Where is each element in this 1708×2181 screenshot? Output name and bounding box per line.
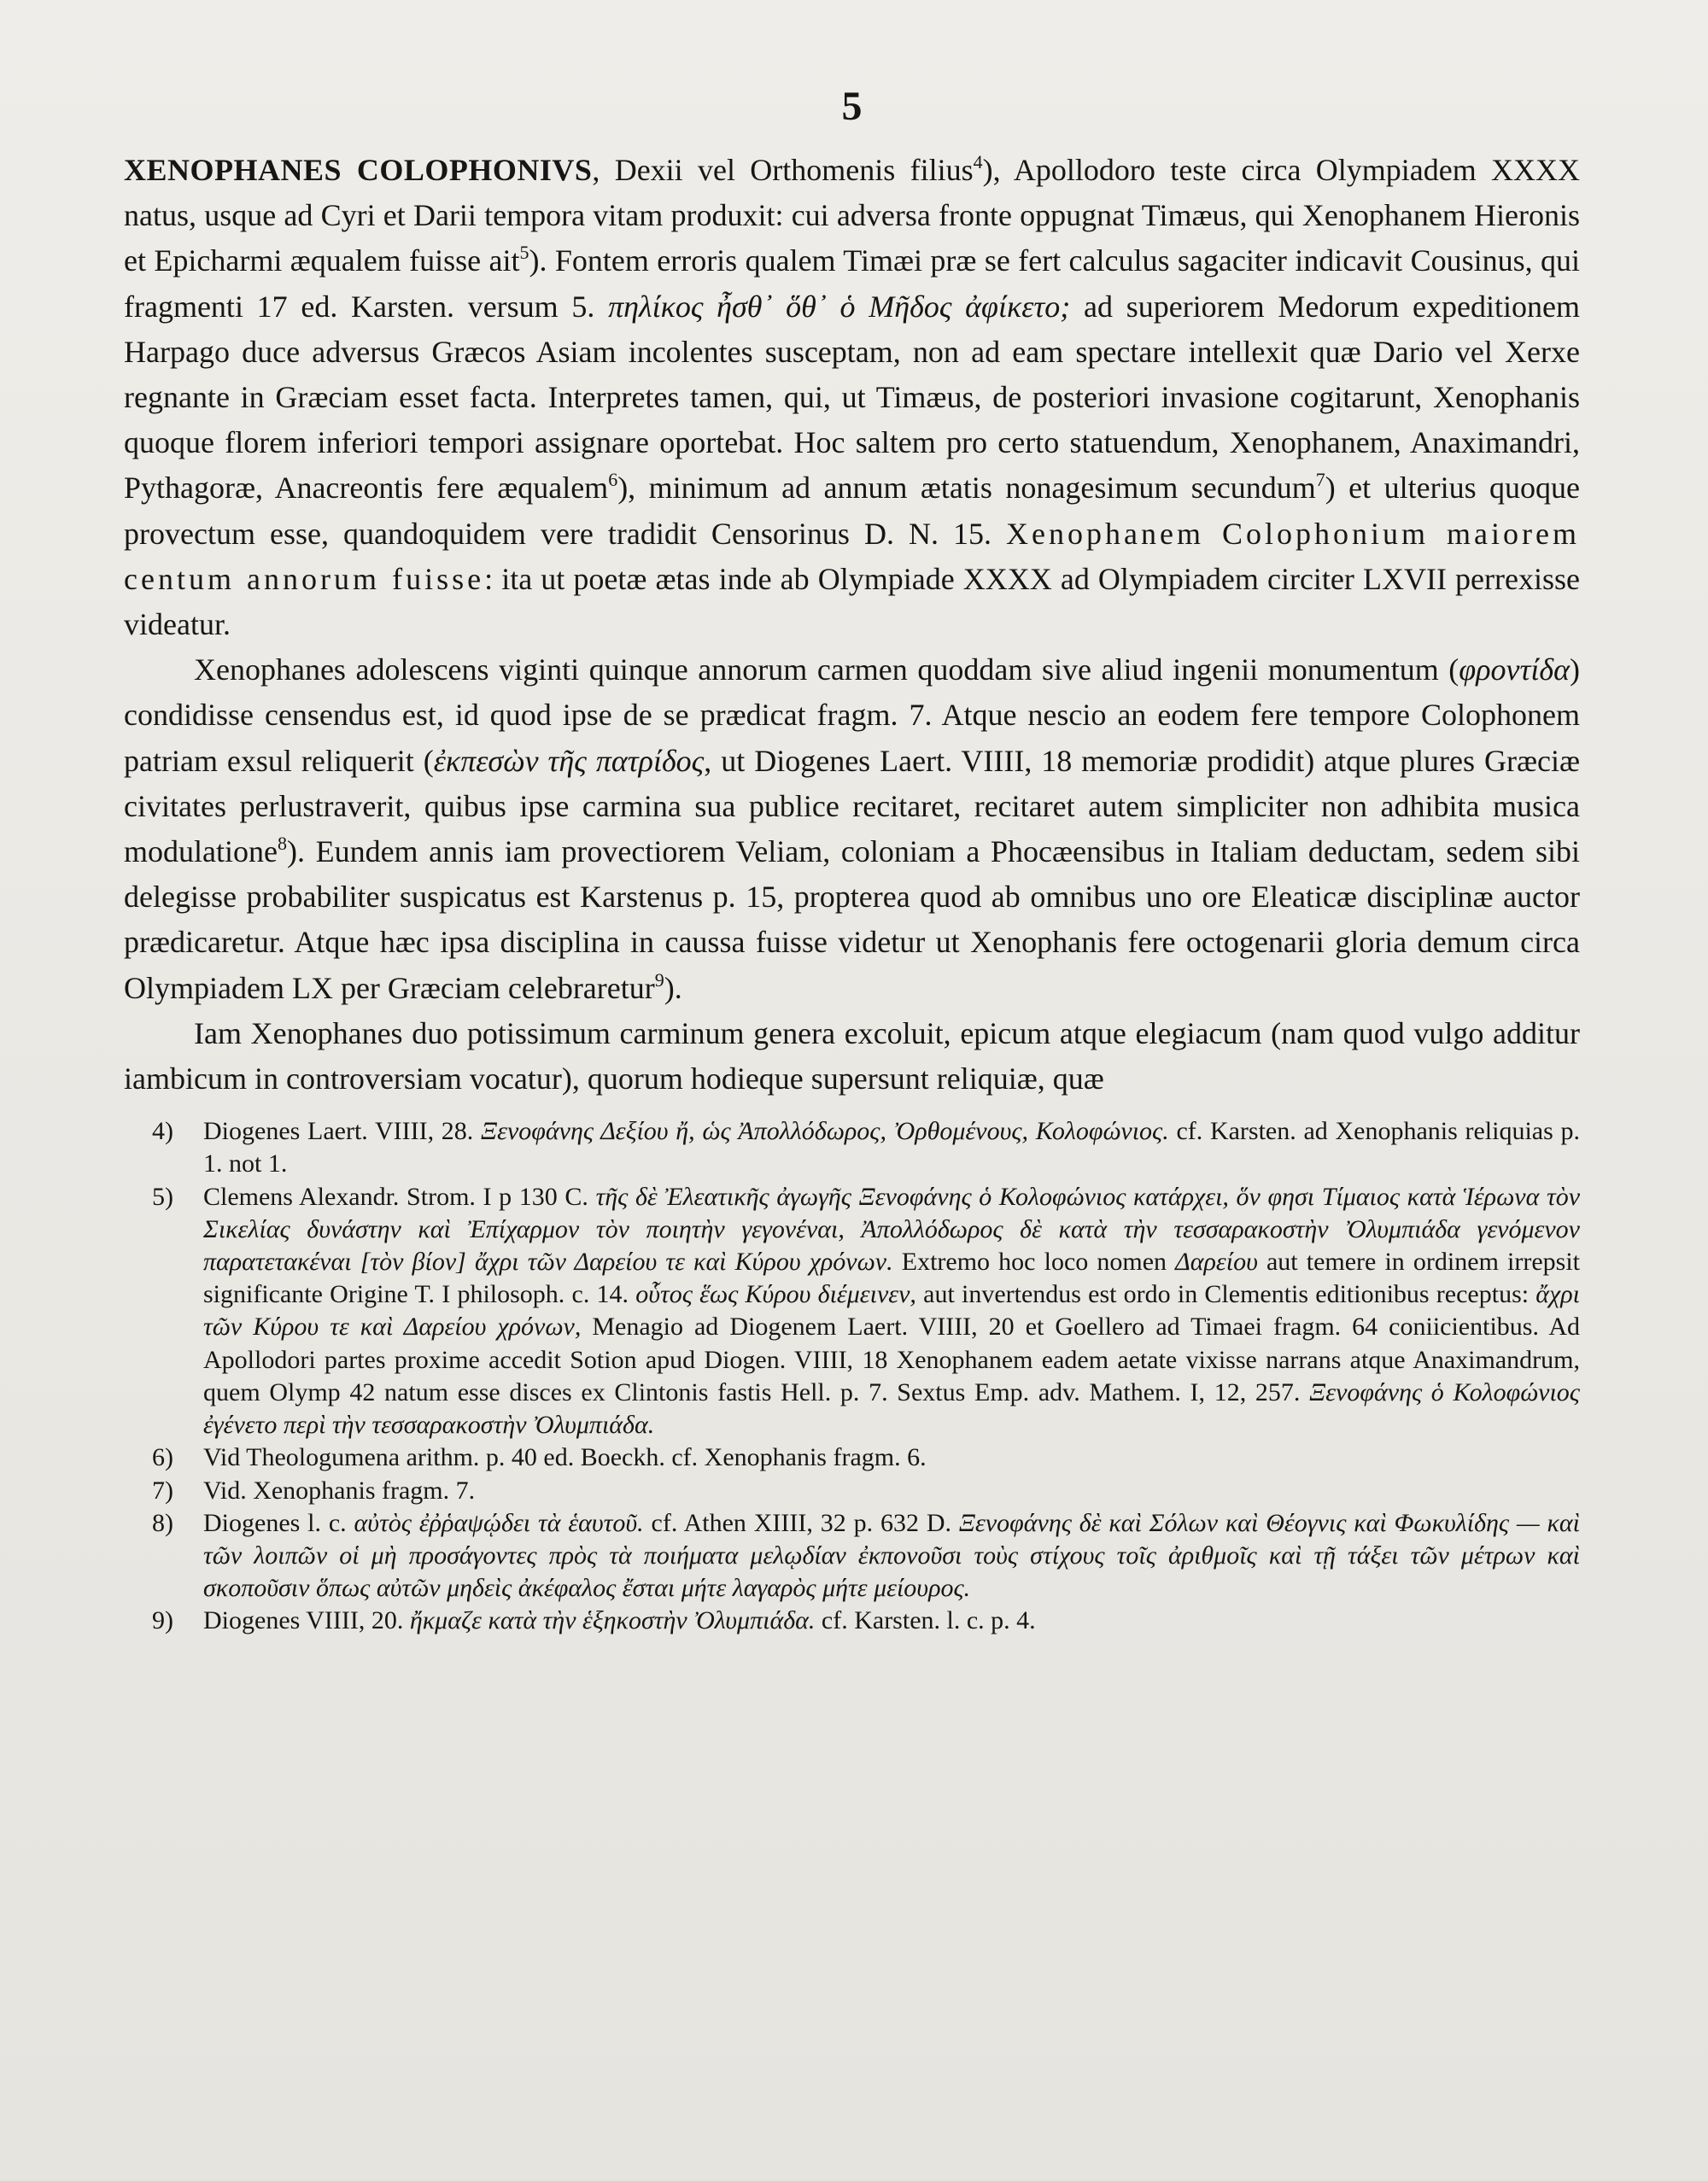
text-run: ), minimum ad annum ætatis nonagesimum secundum (617, 471, 1316, 506)
footnote (124, 1605, 1580, 1637)
greek-quotation: τῆς δὲ Ἐλεατικῆς ἀγωγῆς Ξενοφάνης ὁ Κολοφώνιος κατάρχει, ὅν φησι Τίμαιος κατὰ Ἱέρωνα τὸν Σικελίας δυνάστην καὶ Ἐπίχαρμον τὸν ποιητὴν γεγονέναι, Ἀπολλόδωρος δὲ κατὰ τὴν τεσσαρακοστὴν Ὀλυμπιάδα γενόμενον παρατετακέναι [τὸν βίον] ἄχρι τῶν Δαρείου τε καὶ Κύρου χρόνων. (203, 1182, 1581, 1277)
footnote-marker: 6) (152, 1443, 173, 1472)
footnote-reference: 5 (519, 242, 529, 264)
footnote (124, 1441, 1580, 1474)
greek-quotation: φροντίδα (1459, 652, 1570, 687)
greek-quotation: Ξενοφάνης δὲ καὶ Σόλων καὶ Θέογνις καὶ Φωκυλίδης — καὶ τῶν λοιπῶν οἱ μὴ προσάγοντες πρὸς τὰ ποιήματα μελῳδίαν ἐκπονοῦσι τοὺς στίχους τοῖς ἀριθμοῖς καὶ τῇ τάξει τῶν μέτρων καὶ σκοποῦσιν ὅπως αὐτῶν μηδεὶς ἀκέφαλος ἔσται μήτε λαγαρὸς μήτε μείουρος. (203, 1508, 1580, 1603)
text-run: Iam Xenophanes duo potissimum carminum genera excoluit, epicum atque elegiacum (nam quod vulgo additur iambicum in controversiam vocatur), quorum hodieque supersunt reliquiæ, quæ (124, 1015, 1580, 1096)
footnote-marker: 4) (152, 1117, 173, 1146)
footnote (124, 1115, 1580, 1180)
paragraph-2 (124, 647, 1580, 1011)
paragraph-3 (124, 1011, 1580, 1102)
paragraph-1 (124, 148, 1580, 647)
greek-quotation: ἐκπεσὼν τῆς πατρίδος (433, 743, 705, 778)
text-run: ). Fontem erroris qualem Timæi præ se fert calculus sagaciter indicavit Cousinus, qui fragmenti 17 ed. Karsten. versum 5. (124, 243, 1580, 324)
footnote-marker: 8) (152, 1508, 173, 1537)
text-run: Clemens Alexandr. Strom. I p 130 C. (203, 1182, 596, 1211)
text-run: ), Apollodoro teste circa Olympiadem XXXX natus, usque ad Cyri et Darii tempora vitam produxit: cui adversa fronte oppugnat Timæus, qui Xenophanem Hieronis et Epicharmi æqualem fuisse ait (124, 153, 1580, 278)
footnote-marker: 5) (152, 1182, 173, 1211)
text-run: aut invertendus est ordo in Clementis editionibus receptus: (915, 1280, 1536, 1309)
footnotes (124, 1115, 1580, 1637)
text-run: ) et ulterius quoque provectum esse, quandoquidem vere tradidit Censorinus D. N. 15. (124, 471, 1581, 551)
greek-quotation: Ξενοφάνης Δεξίου ἤ, ὡς Ἀπολλόδωρος, Ὀρθομένους, Κολοφώνιος. (481, 1117, 1169, 1146)
spaced-quotation: Xenophanem Colophonium maiorem centum annorum fuisse (124, 516, 1581, 596)
footnote (124, 1475, 1580, 1507)
footnote-reference: 8 (277, 833, 287, 855)
greek-quotation: πηλίκος ἦσθ᾽ ὅθ᾽ ὁ Μῆδος ἀφίκετο; (608, 289, 1071, 324)
text-run: ). (664, 970, 682, 1005)
footnote (124, 1181, 1580, 1442)
text-run: Xenophanes adolescens viginti quinque annorum carmen quoddam sive aliud ingenii monumentum ( (194, 652, 1459, 687)
text-run: Diogenes Laert. VIIII, 28. (203, 1117, 481, 1146)
footnote-reference: 9 (654, 968, 664, 991)
text-run: ad superiorem Medorum expeditionem Harpago duce adversus Græcos Asiam incolentes susceptam, non ad eam spectare intellexit quæ Dario vel Xerxe regnante in Græciam esset facta. Interpretes tamen, qui, ut Timæus, de posteriori invasione cogitarunt, Xenophanis quoque florem inferiori tempori assignare oportebat. Hoc saltem pro certo statuendum, Xenophanem, Anaximandri, Pythagoræ, Anacreontis fere æqualem (124, 289, 1580, 506)
text-run: Extremo hoc loco nomen (892, 1248, 1176, 1277)
text-run: Vid Theologumena arithm. p. 40 ed. Boeckh. cf. Xenophanis fragm. 6. (203, 1443, 927, 1472)
text-run: : ita ut poetæ ætas inde ab Olympiade XXXX ad Olympiadem circiter LXVII perrexisse videatur. (124, 561, 1580, 642)
text-run: cf. Karsten. l. c. p. 4. (815, 1606, 1036, 1635)
author-heading: XENOPHANES COLOPHONIVS (124, 153, 593, 187)
page-number: 5 (841, 84, 863, 129)
text-run: Vid. Xenophanis fragm. 7. (203, 1476, 476, 1505)
footnote-reference: 4 (973, 151, 983, 172)
greek-quotation: ἄχρι τῶν Κύρου τε καὶ Δαρείου χρόνων, (203, 1280, 1580, 1342)
greek-quotation: ἤκμαζε κατὰ τὴν ἑξηκοστὴν Ὀλυμπιάδα. (409, 1606, 816, 1635)
text-run: , ut Diogenes Laert. VIIII, 18 memoriæ prodidit) atque plures Græciæ civitates perlustraverit, quibus ipse carmina sua publice recitaret, recitaret autem simpliciter non adhibita musica modulatione (124, 743, 1580, 869)
text-run: Diogenes VIIII, 20. (203, 1606, 410, 1635)
main-text (124, 148, 1580, 1102)
text-run: aut temere in ordinem irrepsit significante Origine T. I philosoph. c. 14. (203, 1248, 1580, 1309)
text-run: Menagio ad Diogenem Laert. VIIII, 20 et Goellero ad Timaei fragm. 64 coniicientibus. Ad Apollodori partes proxime accedit Sotion apud Diogen. VIIII, 18 Xenophanem eadem aetate vixisse narrans atque Anaximandrum, quem Olymp 42 natum esse disces ex Clintonis fastis Hell. p. 7. Sextus Emp. adv. Mathem. I, 12, 257. (203, 1313, 1580, 1406)
greek-quotation: Ξενοφάνης ὁ Κολοφώνιος ἐγένετο περὶ τὴν τεσσαρακοστὴν Ὀλυμπιάδα. (203, 1377, 1580, 1440)
text-run: cf. Athen XIIII, 32 p. 632 D. (643, 1508, 959, 1537)
text-run: cf. Karsten. ad Xenophanis reliquias p. 1. not 1. (203, 1117, 1580, 1178)
footnote-reference: 7 (1315, 469, 1325, 491)
greek-quotation: Δαρείου (1175, 1248, 1258, 1277)
greek-quotation: αὐτὸς ἐῤῥαψῴδει τὰ ἑαυτοῦ. (354, 1508, 644, 1537)
text-run: ). Eundem annis iam provectiorem Veliam, coloniam a Phocæensibus in Italiam deductam, sedem sibi delegisse probabiliter suspicatus est Karstenus p. 15, propterea quod ab omnibus uno ore Eleaticæ disciplinæ auctor prædicaretur. Atque hæc ipsa disciplina in caussa fuisse videtur ut Xenophanis fere octogenarii gloria demum circa Olympiadem LX per Græciam celebraretur (124, 834, 1580, 1005)
footnote-marker: 7) (152, 1476, 173, 1505)
greek-quotation: οὗτος ἕως Κύρου διέμεινεν, (635, 1280, 916, 1309)
text-run: , Dexii vel Orthomenis filius (592, 153, 974, 187)
footnote-reference: 6 (608, 469, 618, 491)
text-run: Diogenes l. c. (203, 1508, 354, 1537)
footnote-marker: 9) (152, 1606, 173, 1635)
footnote (124, 1507, 1580, 1605)
text-run: ) condidisse censendus est, id quod ipse de se prædicat fragm. 7. Atque nescio an eodem fere tempore Colophonem patriam exsul reliquerit ( (124, 652, 1580, 778)
